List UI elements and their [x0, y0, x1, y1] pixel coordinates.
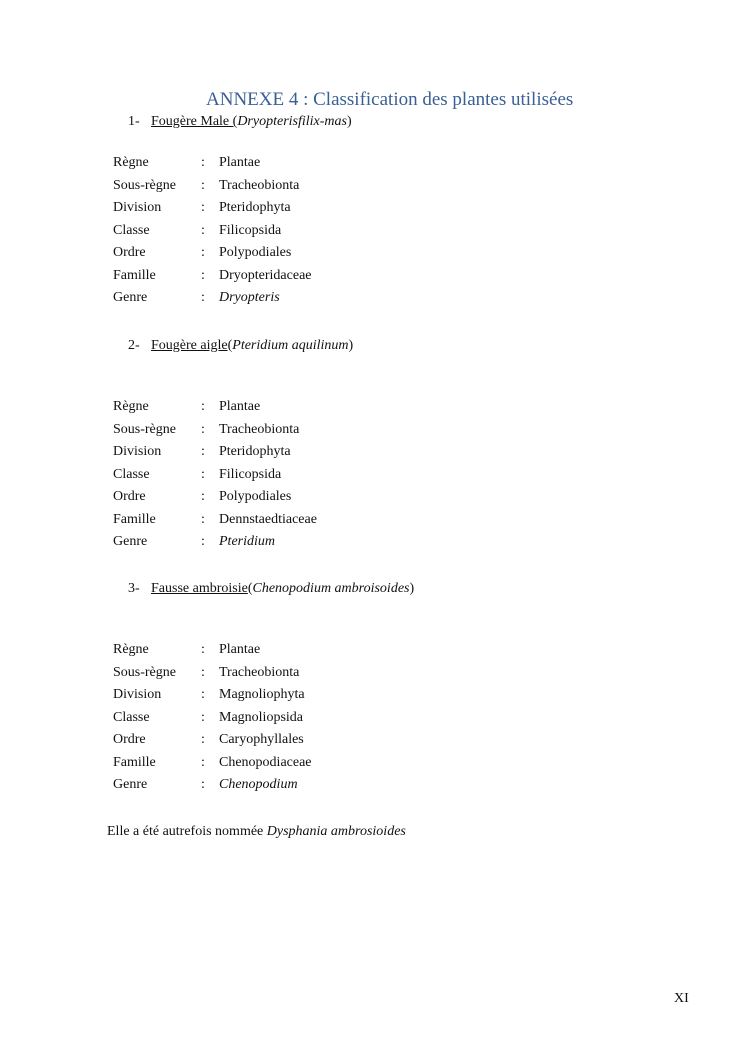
rank-value: Dryopteridaceae — [219, 267, 312, 283]
rank-value: Caryophyllales — [219, 732, 304, 747]
separator: : — [201, 155, 205, 170]
rank-label: Sous-règne — [113, 421, 176, 437]
rank-label: Règne — [113, 155, 149, 170]
separator: : — [201, 399, 205, 414]
rank-value: Magnoliopsida — [219, 709, 303, 725]
paren: ( — [227, 338, 233, 353]
section-heading-1 — [128, 114, 352, 130]
separator: : — [201, 177, 205, 193]
rank-value: Pteridophyta — [219, 200, 291, 215]
section-number: 3- — [128, 581, 140, 596]
rank-value: Chenopodiaceae — [219, 754, 312, 770]
rank-label: Ordre — [113, 245, 146, 260]
separator: : — [201, 511, 205, 527]
rank-value: Plantae — [219, 642, 261, 657]
rank-value: Dennstaedtiaceae — [219, 511, 317, 527]
separator: : — [201, 290, 205, 305]
rank-value: Filicopsida — [219, 466, 282, 482]
rank-value: Dryopteris — [219, 290, 280, 305]
page-number: XI — [674, 991, 689, 1006]
rank-value: Polypodiales — [219, 245, 292, 260]
rank-value: Plantae — [219, 155, 261, 170]
rank-label: Division — [113, 687, 162, 702]
paren: ) — [409, 581, 415, 596]
separator: : — [201, 534, 205, 549]
rank-label: Famille — [113, 267, 156, 283]
rank-value: Chenopodium — [219, 777, 298, 792]
rank-label: Famille — [113, 511, 156, 527]
rank-value: Magnoliophyta — [219, 687, 305, 702]
separator: : — [201, 444, 205, 459]
rank-label: Division — [113, 200, 162, 215]
separator: : — [201, 466, 205, 482]
rank-label: Division — [113, 444, 162, 459]
rank-label: Ordre — [113, 489, 146, 504]
separator: : — [201, 664, 205, 680]
paren: ) — [348, 338, 354, 353]
section-number: 1- — [128, 114, 140, 129]
rank-value: Tracheobionta — [219, 664, 300, 680]
section-heading-2 — [128, 338, 353, 354]
rank-value: Tracheobionta — [219, 421, 300, 437]
separator: : — [201, 245, 205, 260]
note-latin-name: Dysphania ambrosioides — [266, 824, 406, 839]
separator: : — [201, 267, 205, 283]
paren: ) — [346, 114, 352, 129]
rank-value: Pteridophyta — [219, 444, 291, 459]
rank-label: Genre — [113, 534, 148, 549]
rank-value: Filicopsida — [219, 222, 282, 238]
note-paragraph — [107, 824, 406, 840]
latin-name: Chenopodium ambroisoides — [252, 581, 410, 596]
rank-label: Ordre — [113, 732, 146, 747]
rank-label: Règne — [113, 642, 149, 657]
rank-value: Plantae — [219, 399, 261, 414]
page-title: ANNEXE 4 : Classification des plantes utilisées — [206, 89, 574, 110]
rank-label: Famille — [113, 754, 156, 770]
note-text: Elle a été autrefois nommée — [107, 824, 267, 839]
rank-label: Règne — [113, 399, 149, 414]
separator: : — [201, 489, 205, 504]
separator: : — [201, 421, 205, 437]
rank-value: Polypodiales — [219, 489, 292, 504]
separator: : — [201, 754, 205, 770]
common-name: Fausse ambroisie — [151, 581, 248, 596]
rank-label: Classe — [113, 709, 150, 725]
rank-value: Pteridium — [219, 534, 275, 549]
rank-label: Genre — [113, 777, 148, 792]
rank-label: Classe — [113, 466, 150, 482]
separator: : — [201, 200, 205, 215]
rank-value: Tracheobionta — [219, 177, 300, 193]
rank-label: Sous-règne — [113, 664, 176, 680]
latin-name: Dryopterisfilix-mas — [237, 114, 347, 129]
separator: : — [201, 777, 205, 792]
rank-label: Classe — [113, 222, 150, 238]
latin-name: Pteridium aquilinum — [232, 338, 349, 353]
section-number: 2- — [128, 338, 140, 353]
separator: : — [201, 687, 205, 702]
rank-label: Genre — [113, 290, 148, 305]
separator: : — [201, 222, 205, 238]
separator: : — [201, 709, 205, 725]
common-name: Fougère Male ( — [151, 114, 238, 129]
section-heading-3 — [128, 581, 414, 597]
separator: : — [201, 732, 205, 747]
rank-label: Sous-règne — [113, 177, 176, 193]
common-name: Fougère aigle — [151, 338, 228, 353]
paren: ( — [247, 581, 253, 596]
separator: : — [201, 642, 205, 657]
